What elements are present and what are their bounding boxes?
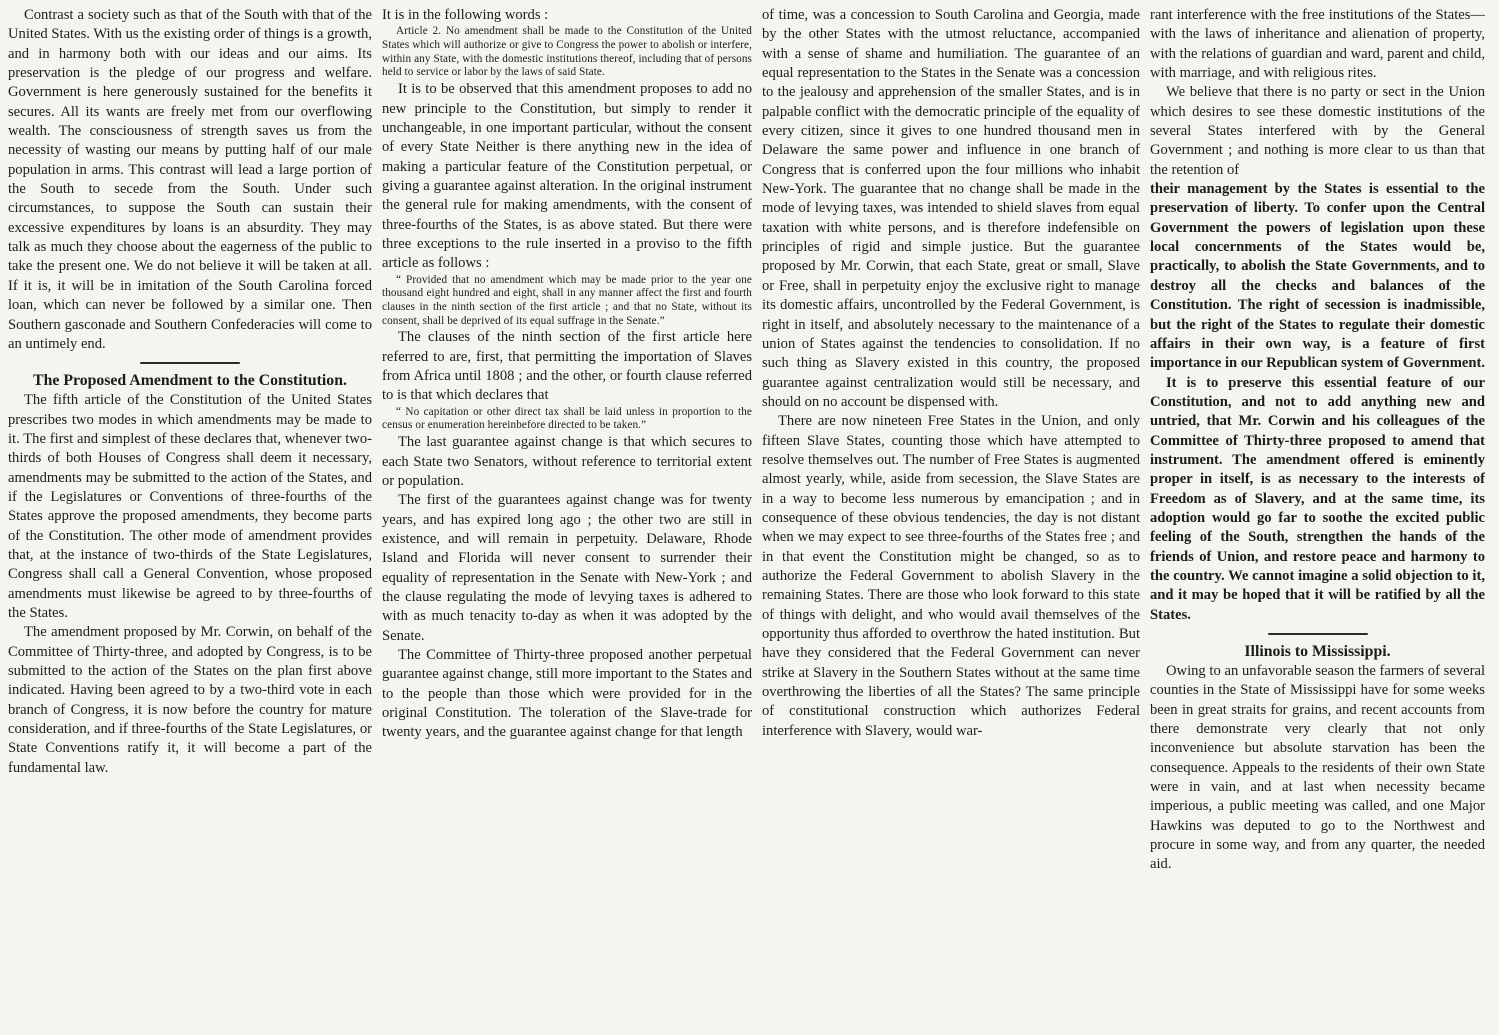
paragraph: It is to be observed that this amendment proposes to add no new principle to the Constitution, but simply to render it unchangeable, in one important particular, without the consent of every State Neither is there anything new in the idea of making a particular feature of the Constitution perpetual, or giving a guarantee against alteration. In the original instrument the general rule for making amendments, with the consent of three-fourths of the States, is as above stated. But there were three exceptions to the rule inserted in a proviso to the fifth article as follows : [382, 81, 752, 272]
column-4 [1150, 6, 1485, 1035]
paragraph: The Committee of Thirty-three proposed another perpetual guarantee against change, still more important to the States and to the people than those which were provided for in the original Constitution. The toleration of the Slave-trade for twenty years, and the guarantee against change for that length [382, 646, 752, 741]
quotation: “ No capitation or other direct tax shall be laid unless in proportion to the census or enumeration hereinbefore directed to be taken.” [382, 405, 752, 432]
paragraph: Contrast a society such as that of the South with that of the United States. With us the existing order of things is a growth, and in harmony both with our ideas and our aims. Its preservation is the pledge of our progress and welfare. Government is here generously sustained for the benefits it secures. All its wants are freely met from our overflowing wealth. The consciousness of strength saves us from the necessity of wasting our means by putting half of our male population in arms. This contrast will lead a large portion of the South to secede from the South. Under such circumstances, to suppose the South can sustain their excessive expenditures by loans is an absurdity. They may talk as much they choose about the eagerness of the public to take the present one. We do not believe it will be taken at all. If it is, it will be in imitation of the South Carolina forced loan, which can never be followed by a similar one. Then Southern gasconade and Southern Confederacies will come to an untimely end. [8, 7, 372, 352]
column-3 [762, 6, 1140, 1035]
article-heading: Illinois to Mississippi. [1244, 643, 1391, 660]
column-1 [8, 6, 372, 1035]
paragraph: Owing to an unfavorable season the farmers of several counties in the State of Mississippi have for some weeks been in great straits for grains, and recent accounts from there demonstrate very clearly that not only inconvenience but absolute starvation has been the consequence. Appeals to the residents of their own State were in vain, and at last when necessity became imperious, a public meeting was called, and one Major Hawkins was deputed to go to the Northwest and procure in some way, and from any quarter, the needed aid. [1150, 663, 1485, 873]
paragraph: The last guarantee against change is that which secures to each State two Senators, without reference to territorial extent or population. [382, 434, 752, 489]
paragraph: We believe that there is no party or sect in the Union which desires to see these domestic institutions of the several States interfered with by the General Government ; and nothing is more clear to us than that the retention of [1150, 84, 1485, 178]
paragraph: The first of the guarantees against change was for twenty years, and has expired long ago ; the other two are still in existence, and will remain in perpetuity. Delaware, Rhode Island and Florida will never consent to surrender their equality of representation in the Senate with New-York ; and the clause regulating the mode of levying taxes is adhered to with as much tenacity to-day as when it was adopted by the Senate. [382, 492, 752, 644]
paragraph: The fifth article of the Constitution of the United States prescribes two modes in which amendments may be made to it. The first and simplest of these declares that, whenever two-thirds of both Houses of Congress shall deem it necessary, amendments may be submitted to the action of the States, and if the Legislatures or Conventions of three-fourths of the States approve the proposed amendments, they become parts of the Constitution. The other mode of amendment provides that, at the instance of two-thirds of the State Legislatures, Congress shall call a General Convention, whose proposed amendments must likewise be agreed to by three-fourths of the States. [8, 392, 372, 621]
bold-passage [1150, 180, 1485, 625]
paragraph: The clauses of the ninth section of the first article here referred to are, first, that permitting the importation of Slaves from Africa until 1808 ; and the other, or fourth clause referred to is that which declares that [382, 329, 752, 404]
paragraph: their management by the States is essential to the preservation of liberty. To confer upon the Central Government the powers of legislation upon these local concernments of the States would be, practically, to abolish the State Governments, and to destroy all the checks and balances of the Constitution. The right of secession is inadmissible, but the right of the States to regulate their domestic affairs in their own way, is a feature of first importance in our Republican system of Government. [1150, 181, 1485, 372]
paragraph: of time, was a concession to South Carolina and Georgia, made by the other States with the utmost reluctance, accompanied with a sense of shame and humiliation. The guarantee of an equal representation to the States in the Senate was a concession to the jealousy and apprehension of the smaller States, and is in palpable conflict with the democratic principle of the equality of every citizen, since it gives to one hundred thousand men in Delaware the same power and influence in one branch of Congress that is conferred upon the four millions who inhabit New-York. The guarantee that no change shall be made in the mode of levying taxes, was intended to shield slaves from equal taxation with white persons, and is therefore indefensible on principles of rigid and simple justice. But the guarantee proposed by Mr. Corwin, that each State, great or small, Slave or Free, shall in perpetuity enjoy the exclusive right to manage its domestic affairs, uncontrolled by the Federal Government, is right in itself, and absolutely necessary to the maintenance of a union of States against the tendencies to consolidation. If no such thing as Slavery existed in this country, the proposed guarantee against centralization would still be necessary, and should on no account be dispensed with. [762, 7, 1140, 410]
quotation: “ Provided that no amendment which may be made prior to the year one thousand eight hundred and eight, shall in any manner affect the first and fourth clauses in the ninth section of the first article ; and that no State, without its consent, shall be deprived of its equal suffrage in the Senate.” [382, 273, 752, 327]
paragraph: The amendment proposed by Mr. Corwin, on behalf of the Committee of Thirty-three, and adopted by Congress, is to be submitted to the action of the States on the plan first above indicated. Having been agreed to by a two-third vote in each branch of Congress, it is now before the country for mature consideration, and if three-fourths of the State Legislatures, or State Conventions ratify it, it will become a part of the fundamental law. [8, 624, 372, 776]
paragraph: rant interference with the free institutions of the States—with the laws of inheritance and alienation of property, with the relations of guardian and ward, parent and child, with marriage, and with religious rites. [1150, 7, 1485, 82]
column-2 [382, 6, 752, 1035]
section-divider [140, 362, 240, 364]
paragraph: There are now nineteen Free States in the Union, and only fifteen Slave States, counting those which have attempted to resolve themselves out. The number of Free States is augmented almost yearly, while, aside from secession, the Slave States are in a way to become less numerous by emancipation ; and in consequence of these obvious tendencies, the day is not distant when we may expect to see three-fourths of the States free ; and in that event the Constitution might be changed, so as to authorize the Federal Government to abolish Slavery in the remaining States. There are those who look forward to this state of things with delight, and who would avail themselves of the opportunity thus afforded to overthrow the hated institution. But have they considered that the Federal Government can never strike at Slavery in the Southern States without at the same time overthrowing the liberties of all the States? The same principle of constitutional construction which authorizes Federal interference with Slavery, would war- [762, 413, 1140, 739]
paragraph: It is to preserve this essential feature of our Constitution, and not to add anything new and untried, that Mr. Corwin and his colleagues of the Committee of Thirty-three proposed to amend that instrument. The amendment offered is eminently proper in itself, is as necessary to the interests of Freedom as of Slavery, and at the same time, its adoption would go far to soothe the excited public feeling of the South, strengthen the hands of the friends of Union, and restore peace and harmony to the country. We cannot imagine a solid objection to it, and it may be hoped that it will be ratified by all the States. [1150, 374, 1485, 623]
quotation: Article 2. No amendment shall be made to the Constitution of the United States which will authorize or give to Congress the power to abolish or interfere, within any State, with the domestic institutions thereof, including that of persons held to service or labor by the laws of said State. [382, 25, 752, 79]
section-divider [1268, 633, 1368, 635]
paragraph: It is in the following words : [382, 7, 549, 23]
article-heading: The Proposed Amendment to the Constitution. [33, 372, 347, 390]
